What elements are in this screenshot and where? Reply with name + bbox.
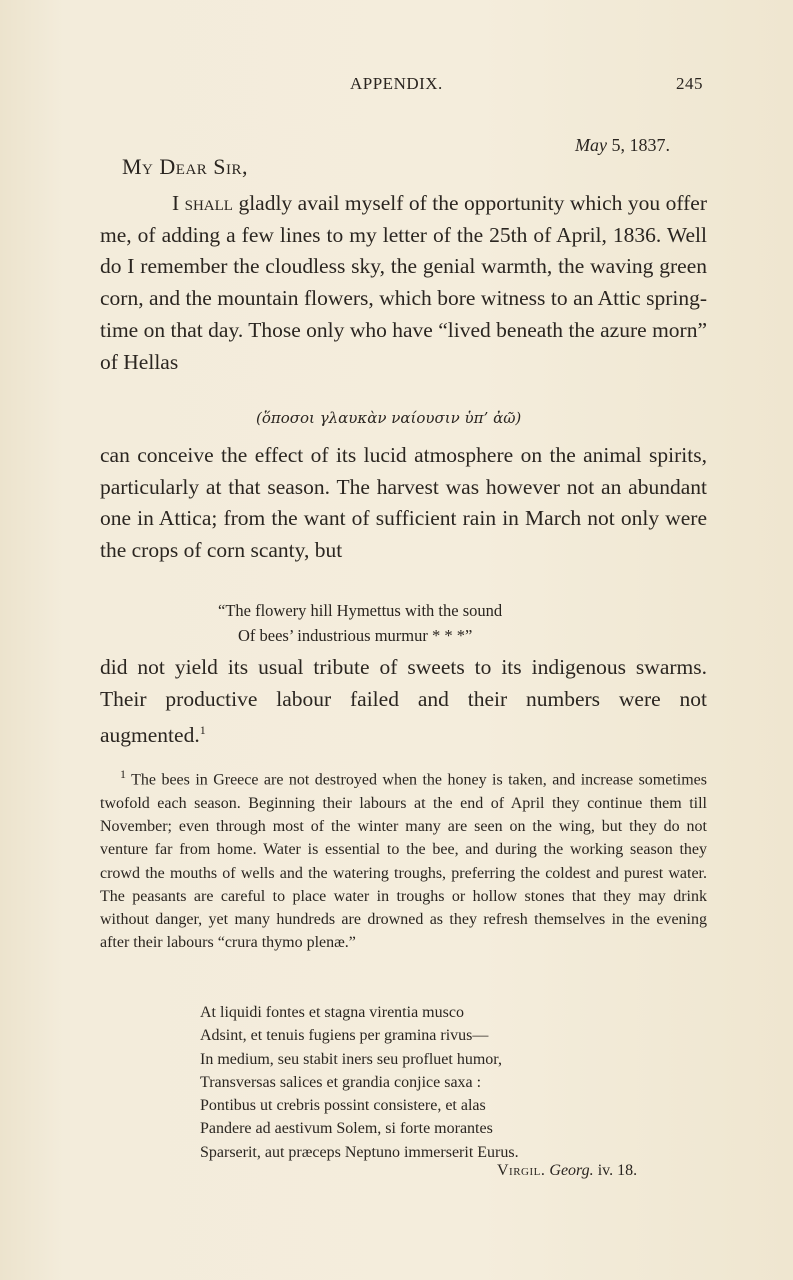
paragraph-3 [100, 652, 707, 752]
paragraph-3-text: did not yield its usual tribute of sweets to its indigenous swarms. Their productive labour failed and their numbers were not augmented. [100, 655, 707, 748]
poem-quote [218, 598, 502, 648]
poem-quote-line: Of bees’ industrious murmur * * *” [238, 626, 473, 645]
verse-line: Sparserit, aut præceps Neptuno immerserit Eurus. [200, 1143, 519, 1161]
citation-ref: iv. 18. [597, 1162, 638, 1179]
date-month: May [575, 135, 607, 155]
date-rest: 5, 1837. [611, 135, 670, 155]
verse-citation [497, 1162, 637, 1180]
page-header [0, 74, 793, 98]
running-head: APPENDIX. [350, 74, 443, 93]
paragraph-1-lead: I shall [172, 191, 233, 215]
footnote-reference: 1 [199, 723, 206, 738]
verse-line: In medium, seu stabit iners seu profluet humor, [200, 1050, 502, 1068]
letter-date [575, 135, 670, 156]
paragraph-2-text: can conceive the effect of its lucid atmosphere on the animal spirits, particularly at that season. The harvest was however not an abundant one in Attica; from the want of sufficient rain in March not only were the crops of corn scanty, but [100, 443, 707, 563]
paragraph-1 [100, 188, 707, 378]
paragraph-1-text: gladly avail myself of the opportunity which you offer me, of adding a few lines to my letter of the 25th of April, 1836. Well do I remember the cloudless sky, the genial warmth, the waving green corn, and the mountain flowers, which bore witness to an Attic spring-time on that day. Those only who have “lived beneath the azure morn” of Hellas [100, 191, 707, 374]
footnote-text: The bees in Greece are not destroyed when the honey is taken, and increase sometimes twofold each season. Beginning their labours at the end of April they continue them till November; even through most of the winter many are seen on the wing, but they do not venture far from home. Water is essential to the bee, and during the working season they crowd the mouths of wells and the watering troughs, preferring the coldest and purest water. The peasants are careful to place water in troughs or hollow stones that they may drink without danger, yet many hundreds are drowned as they refresh themselves in the evening after their labours “crura thymo plenæ.” [100, 771, 707, 952]
poem-quote-line: “The flowery hill Hymettus with the sound [218, 601, 503, 620]
citation-author: Virgil. [497, 1162, 546, 1179]
footnote-marker: 1 [120, 767, 126, 781]
greek-quote: (ὅποσοι γλαυκὰν ναίουσιν ὑπ’ ἀῶ) [256, 409, 522, 427]
citation-work: Georg. [549, 1162, 594, 1179]
page-number: 245 [676, 74, 703, 93]
verse-line: Transversas salices et grandia conjice saxa : [200, 1073, 482, 1091]
verse-line: Pandere ad aestivum Solem, si forte morantes [200, 1120, 493, 1138]
verse-line: Pontibus ut crebris possint consistere, et alas [200, 1097, 486, 1115]
latin-verse [200, 1001, 519, 1164]
verse-line: At liquidi fontes et stagna virentia musco [200, 1004, 464, 1021]
verse-line: Adsint, et tenuis fugiens per gramina rivus— [200, 1027, 489, 1045]
footnote [100, 763, 707, 955]
salutation: My Dear Sir, [122, 154, 249, 179]
paragraph-2 [100, 440, 707, 567]
